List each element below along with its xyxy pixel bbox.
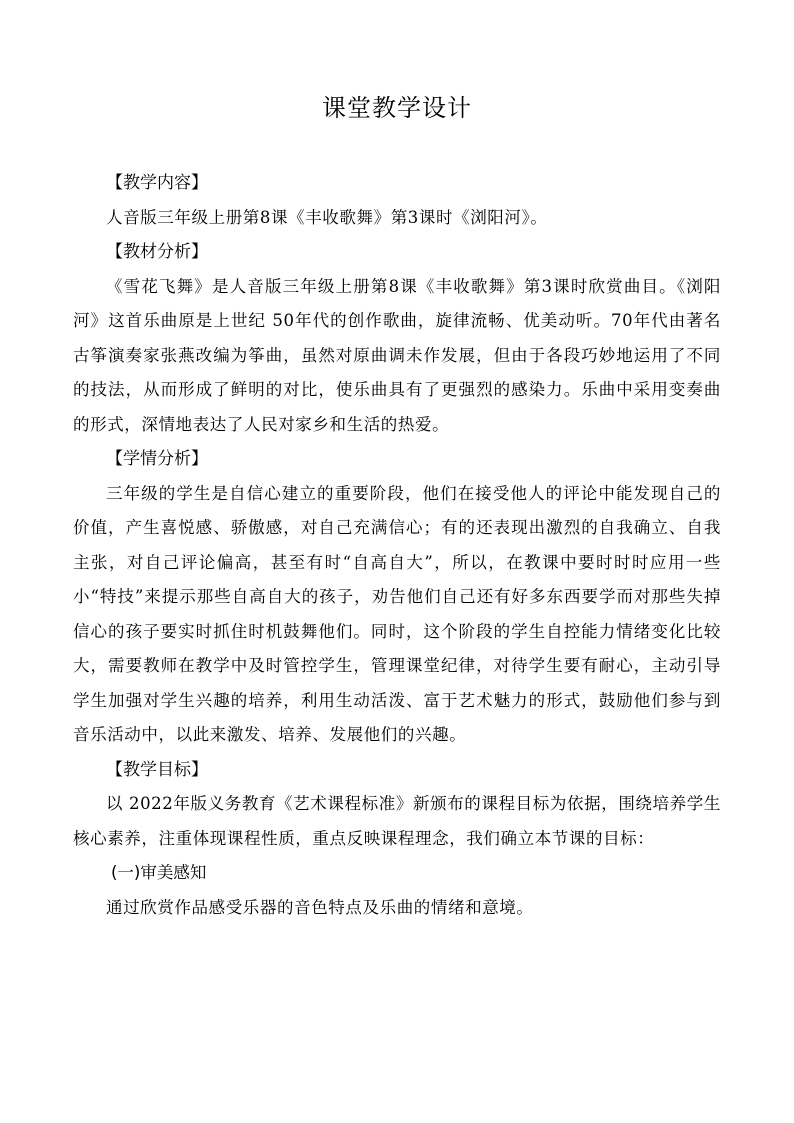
teaching-content-paragraph: 人音版三年级上册第8课《丰收歌舞》第3课时《浏阳河》。 [106, 207, 548, 227]
teaching-goals-paragraph: 以 2022年版义务教育《艺术课程标准》新颁布的课程目标为依据，围绕培养学生核心素养，注重体现课程性质，重点反映课程理念，我们确立本节课的目标： [73, 794, 721, 848]
learner-analysis-paragraph: 三年级的学生是自信心建立的重要阶段，他们在接受他人的评论中能发现自己的价值，产生喜悦感、骄傲感，对自己充满信心；有的还表现出激烈的自我确立、自我主张，对自己评论偏高，甚至有时“自高自大”，所以，在教课中要时时时应用一些小“特技”来提示那些自高自大的孩子，劝告他们自己还有好多东西要学而对那些失掉信心的孩子要实时抓住时机鼓舞他们。同时，这个阶段的学生自控能力情绪变化比较大，需要教师在教学中及时管控学生，管理课堂纪律，对待学生要有耐心，主动引导学生加强对学生兴趣的培养，利用生动活泼、富于艺术魅力的形式，鼓励他们参与到音乐活动中，以此来激发、培养、发展他们的兴趣。 [73, 483, 721, 744]
section-heading-learner-analysis: 【学情分析】 [106, 449, 208, 469]
document-body [73, 166, 721, 925]
section-heading-material-analysis: 【教材分析】 [106, 242, 208, 262]
subsection-heading-aesthetic-perception: (一)审美感知 [111, 863, 207, 882]
section-heading-teaching-goals: 【教学目标】 [106, 759, 208, 780]
material-analysis-paragraph: 《雪花飞舞》是人音版三年级上册第8课《丰收歌舞》第3课时欣赏曲目。《浏阳河》这首乐曲原是上世纪 50年代的创作歌曲，旋律流畅、优美动听。70年代由著名古筝演奏家张燕改编为筝曲，虽然对原曲调未作发展，但由于各段巧妙地运用了不同的技法，从而形成了鲜明的对比，使乐曲具有了更强烈的感染力。乐曲中采用变奏曲的形式，深情地表达了人民对家乡和生活的热爱。 [73, 276, 721, 434]
aesthetic-perception-paragraph: 通过欣赏作品感受乐器的音色特点及乐曲的情绪和意境。 [106, 897, 534, 917]
page-title: 课堂教学设计 [322, 94, 472, 122]
section-heading-teaching-content: 【教学内容】 [106, 173, 208, 193]
